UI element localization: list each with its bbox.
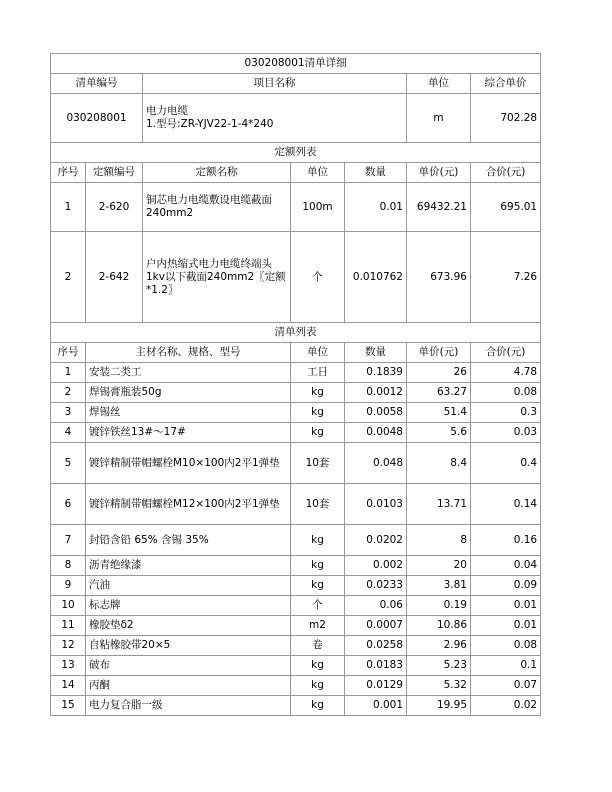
material-qty: 0.0058 — [345, 403, 407, 423]
material-no: 7 — [51, 525, 86, 556]
material-total: 0.3 — [471, 403, 541, 423]
material-qty: 0.001 — [345, 696, 407, 716]
quota-name: 户内热缩式电力电缆终端头1kv以下截面240mm2〖定额*1.2〗 — [143, 232, 291, 323]
material-no: 15 — [51, 696, 86, 716]
material-qty: 0.0048 — [345, 423, 407, 443]
quota-unit: 个 — [291, 232, 345, 323]
material-name: 橡胶垫δ2 — [86, 616, 291, 636]
material-unit: kg — [291, 556, 345, 576]
material-total: 0.01 — [471, 596, 541, 616]
material-row — [51, 423, 541, 443]
material-unit: kg — [291, 383, 345, 403]
material-col-name: 主材名称、规格、型号 — [86, 343, 291, 363]
material-price: 8 — [407, 525, 471, 556]
quota-no: 2 — [51, 232, 86, 323]
material-row — [51, 596, 541, 616]
material-name: 丙酮 — [86, 676, 291, 696]
material-name: 焊锡膏瓶装50g — [86, 383, 291, 403]
material-qty: 0.0129 — [345, 676, 407, 696]
material-total: 0.01 — [471, 616, 541, 636]
material-price: 8.4 — [407, 443, 471, 484]
material-total: 0.14 — [471, 484, 541, 525]
material-no: 11 — [51, 616, 86, 636]
material-row — [51, 576, 541, 596]
material-name: 沥青绝缘漆 — [86, 556, 291, 576]
quota-total: 695.01 — [471, 183, 541, 232]
material-name: 焊锡丝 — [86, 403, 291, 423]
material-unit: kg — [291, 423, 345, 443]
material-row — [51, 363, 541, 383]
material-unit: kg — [291, 403, 345, 423]
material-row — [51, 525, 541, 556]
material-row — [51, 403, 541, 423]
material-no: 10 — [51, 596, 86, 616]
material-row — [51, 656, 541, 676]
material-price: 13.71 — [407, 484, 471, 525]
quota-col-code: 定额编号 — [86, 163, 143, 183]
material-name: 电力复合脂一级 — [86, 696, 291, 716]
material-no: 8 — [51, 556, 86, 576]
material-name: 镀锌精制带帽螺栓M10×100内2平1弹垫 — [86, 443, 291, 484]
item-code: 030208001 — [51, 94, 143, 143]
material-price: 26 — [407, 363, 471, 383]
material-total: 0.08 — [471, 636, 541, 656]
quota-code: 2-620 — [86, 183, 143, 232]
material-unit: 工日 — [291, 363, 345, 383]
quota-col-name: 定额名称 — [143, 163, 291, 183]
material-qty: 0.0007 — [345, 616, 407, 636]
item-price: 702.28 — [471, 94, 541, 143]
material-total: 0.4 — [471, 443, 541, 484]
header-code: 清单编号 — [51, 74, 143, 94]
material-no: 3 — [51, 403, 86, 423]
material-col-qty: 数量 — [345, 343, 407, 363]
material-qty: 0.0183 — [345, 656, 407, 676]
quota-col-unit: 单位 — [291, 163, 345, 183]
material-row — [51, 676, 541, 696]
material-row — [51, 636, 541, 656]
material-no: 4 — [51, 423, 86, 443]
material-unit: kg — [291, 676, 345, 696]
material-price: 5.32 — [407, 676, 471, 696]
quota-qty: 0.01 — [345, 183, 407, 232]
material-price: 10.86 — [407, 616, 471, 636]
material-total: 0.04 — [471, 556, 541, 576]
material-price: 20 — [407, 556, 471, 576]
quota-section-title: 定额列表 — [51, 143, 541, 163]
quota-total: 7.26 — [471, 232, 541, 323]
material-qty: 0.048 — [345, 443, 407, 484]
quota-unit: 100m — [291, 183, 345, 232]
material-unit: 个 — [291, 596, 345, 616]
material-header-row — [51, 343, 541, 363]
quota-no: 1 — [51, 183, 86, 232]
material-total: 0.1 — [471, 656, 541, 676]
material-price: 51.4 — [407, 403, 471, 423]
quota-qty: 0.010762 — [345, 232, 407, 323]
material-no: 2 — [51, 383, 86, 403]
quota-col-qty: 数量 — [345, 163, 407, 183]
material-row — [51, 484, 541, 525]
material-unit: kg — [291, 696, 345, 716]
material-name: 封铅含铅 65% 含锡 35% — [86, 525, 291, 556]
material-name: 安装二类工 — [86, 363, 291, 383]
material-total: 0.03 — [471, 423, 541, 443]
quota-col-price: 单价(元) — [407, 163, 471, 183]
material-name: 镀锌精制带帽螺栓M12×100内2平1弹垫 — [86, 484, 291, 525]
material-price: 2.96 — [407, 636, 471, 656]
material-unit: kg — [291, 576, 345, 596]
bill-detail-sheet — [50, 53, 540, 716]
material-qty: 0.0233 — [345, 576, 407, 596]
item-name-line1: 电力电缆 — [146, 105, 188, 117]
material-unit: 10套 — [291, 443, 345, 484]
material-row — [51, 556, 541, 576]
quota-col-total: 合价(元) — [471, 163, 541, 183]
material-row — [51, 696, 541, 716]
material-col-no: 序号 — [51, 343, 86, 363]
material-no: 6 — [51, 484, 86, 525]
material-price: 19.95 — [407, 696, 471, 716]
quota-col-no: 序号 — [51, 163, 86, 183]
material-qty: 0.002 — [345, 556, 407, 576]
material-total: 0.02 — [471, 696, 541, 716]
material-price: 0.19 — [407, 596, 471, 616]
material-name: 自粘橡胶带20×5 — [86, 636, 291, 656]
material-price: 63.27 — [407, 383, 471, 403]
quota-price: 673.96 — [407, 232, 471, 323]
material-no: 14 — [51, 676, 86, 696]
material-unit: 卷 — [291, 636, 345, 656]
material-unit: m2 — [291, 616, 345, 636]
material-name: 镀锌铁丝13#～17# — [86, 423, 291, 443]
material-qty: 0.0202 — [345, 525, 407, 556]
quota-row — [51, 232, 541, 323]
item-unit: m — [407, 94, 471, 143]
material-no: 13 — [51, 656, 86, 676]
material-name: 破布 — [86, 656, 291, 676]
quota-price: 69432.21 — [407, 183, 471, 232]
material-section-title: 清单列表 — [51, 323, 541, 343]
material-price: 3.81 — [407, 576, 471, 596]
material-unit: kg — [291, 656, 345, 676]
header-unit: 单位 — [407, 74, 471, 94]
item-name — [143, 94, 407, 143]
quota-code: 2-642 — [86, 232, 143, 323]
header-name: 项目名称 — [143, 74, 407, 94]
material-unit: 10套 — [291, 484, 345, 525]
quota-row — [51, 183, 541, 232]
quota-header-row — [51, 163, 541, 183]
material-total: 4.78 — [471, 363, 541, 383]
material-col-total: 合价(元) — [471, 343, 541, 363]
material-price: 5.6 — [407, 423, 471, 443]
material-qty: 0.0258 — [345, 636, 407, 656]
material-total: 0.16 — [471, 525, 541, 556]
material-unit: kg — [291, 525, 345, 556]
material-row — [51, 616, 541, 636]
material-no: 5 — [51, 443, 86, 484]
material-qty: 0.06 — [345, 596, 407, 616]
material-row — [51, 443, 541, 484]
quota-name: 铜芯电力电缆敷设电缆截面240mm2 — [143, 183, 291, 232]
material-no: 1 — [51, 363, 86, 383]
material-name: 汽油 — [86, 576, 291, 596]
material-row — [51, 383, 541, 403]
material-price: 5.23 — [407, 656, 471, 676]
sheet-title: 030208001清单详细 — [51, 54, 541, 74]
material-col-unit: 单位 — [291, 343, 345, 363]
material-qty: 0.0103 — [345, 484, 407, 525]
material-name: 标志牌 — [86, 596, 291, 616]
header-price: 综合单价 — [471, 74, 541, 94]
material-qty: 0.1839 — [345, 363, 407, 383]
bill-detail-table — [50, 53, 541, 716]
material-total: 0.08 — [471, 383, 541, 403]
item-name-line2: 1.型号:ZR-YJV22-1-4*240 — [146, 118, 274, 130]
material-total: 0.07 — [471, 676, 541, 696]
material-col-price: 单价(元) — [407, 343, 471, 363]
material-qty: 0.0012 — [345, 383, 407, 403]
material-no: 12 — [51, 636, 86, 656]
material-total: 0.09 — [471, 576, 541, 596]
material-no: 9 — [51, 576, 86, 596]
